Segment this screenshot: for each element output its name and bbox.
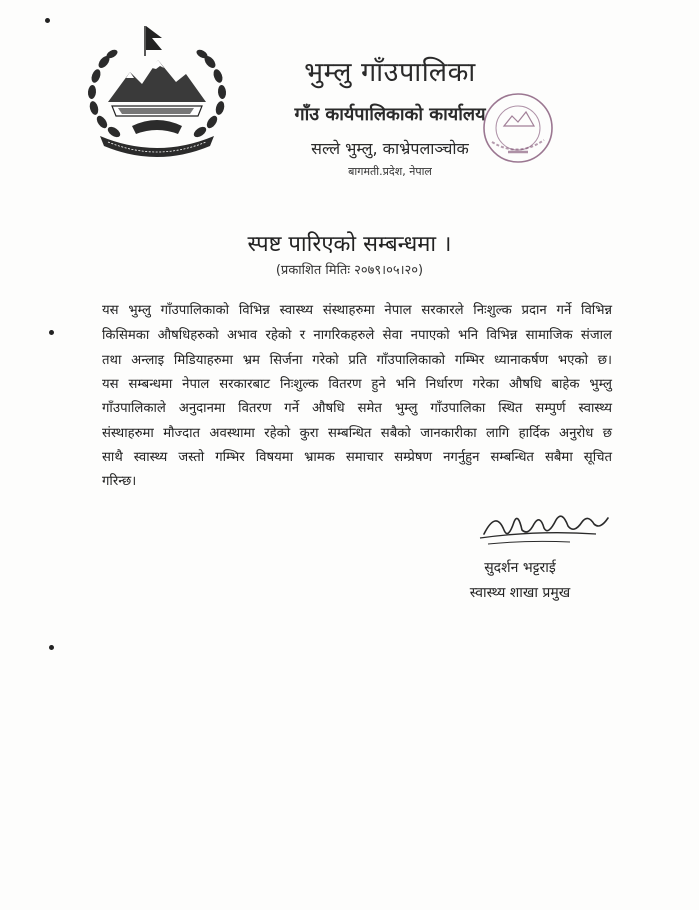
punch-hole (49, 330, 54, 335)
body-line: यस सम्बन्धमा नेपाल सरकारबाट निःशुल्क वितरण हुने भनि निर्धारण गरेका औषधि बाहेक भुम्लु (102, 377, 612, 392)
body-line: तथा अन्लाइ मिडियाहरुमा भ्रम सिर्जना गरेको प्रति गाँउपालिकाको गम्भिर ध्यानाकर्षण भएको छ। (102, 353, 612, 368)
punch-hole (45, 18, 50, 23)
handwritten-signature-icon (478, 500, 618, 548)
body-line: यस भुम्लु गाँउपालिकाको विभिन्न स्वास्थ्य संस्थाहरुमा नेपाल सरकारले निःशुल्क प्रदान गर्ने विभिन्न (102, 303, 612, 318)
body-line: किसिमका औषधिहरुको अभाव रहेको र नागरिकहरुले सेवा नपाएको भनि विभिन्न सामाजिक संजाल (102, 328, 612, 343)
body-line: संस्थाहरुमा मौज्दात अवस्थामा रहेको कुरा सम्बन्धित सबैको जानकारीका लागि हार्दिक अनुरोध छ (102, 426, 612, 441)
body-line: गरिन्छ। (102, 474, 137, 489)
province-line: बागमती.प्रदेश, नेपाल (348, 165, 432, 178)
notice-subject: स्पष्ट पारिएको सम्बन्धमा । (247, 232, 452, 257)
punch-hole (49, 645, 54, 650)
nepal-government-emblem-icon (82, 22, 232, 162)
body-line: साथै स्वास्थ्य जस्तो गम्भिर विषयमा भ्रामक समाचार सम्प्रेषण नगर्नुहुन सम्बन्धित सबैमा सूचित (102, 450, 612, 465)
municipality-name: भुम्लु गाँउपालिका (304, 57, 476, 88)
body-line: गाँउपालिकाले अनुदानमा वितरण गर्ने औषधि समेत भुम्लु गाँउपालिका स्थित सम्पुर्ण स्वास्थ्य (102, 401, 612, 416)
signatory-title: स्वास्थ्य शाखा प्रमुख (469, 585, 571, 601)
office-address: सल्ले भुम्लु, काभ्रेपलाञ्चोक (311, 139, 469, 158)
signatory-name: सुदर्शन भट्टराई (484, 560, 556, 576)
published-date: (प्रकाशित मितिः २०७९।०५।२०) (275, 263, 424, 278)
office-stamp-icon (478, 88, 558, 168)
office-name: गाँउ कार्यपालिकाको कार्यालय (294, 104, 486, 125)
